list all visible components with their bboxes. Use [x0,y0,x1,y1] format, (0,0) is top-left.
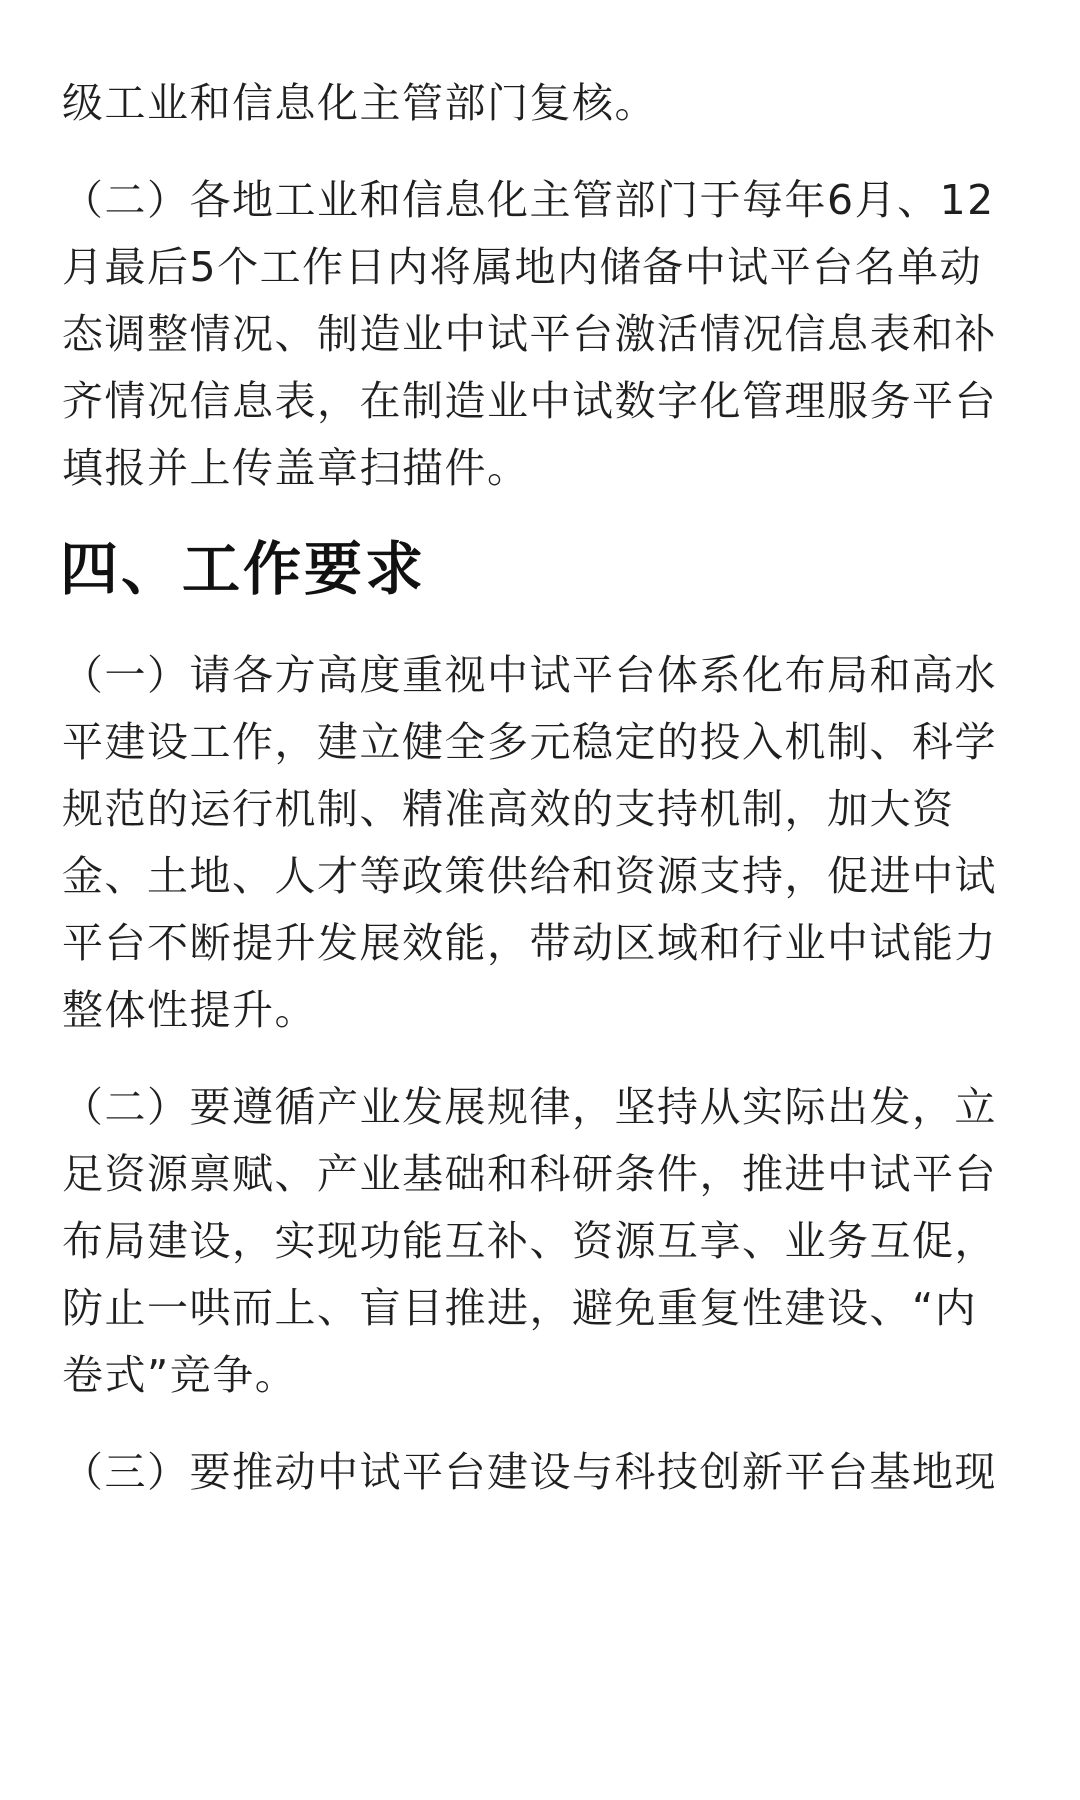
text-line: 齐情况信息表，在制造业中试数字化管理服务平台 [62,377,997,425]
text-line: 防止一哄而上、盲目推进，避免重复性建设、“内 [62,1284,978,1332]
text-line: 金、土地、人才等政策供给和资源支持，促进中试 [62,852,997,900]
text-line: 卷式”竞争。 [62,1351,298,1399]
text-line: 平台不断提升发展效能，带动区域和行业中试能力 [62,919,997,967]
text-line: （二）各地工业和信息化主管部门于每年6月、12 [62,176,995,224]
text-line: 平建设工作，建立健全多元稳定的投入机制、科学 [62,718,997,766]
text-line: 填报并上传盖章扫描件。 [62,444,530,492]
text-line: 整体性提升。 [62,986,317,1034]
text-line: 规范的运行机制、精准高效的支持机制，加大资 [62,785,955,833]
text-line: 级工业和信息化主管部门复核。 [62,79,657,127]
text-line: （二）要遵循产业发展规律，坚持从实际出发，立 [62,1083,997,1131]
text-line: 态调整情况、制造业中试平台激活情况信息表和补 [62,310,997,358]
section-heading: 四、工作要求 [60,535,427,603]
text-line: 足资源禀赋、产业基础和科研条件，推进中试平台 [62,1150,997,1198]
text-line: 布局建设，实现功能互补、资源互享、业务互促， [62,1217,997,1265]
text-line: （一）请各方高度重视中试平台体系化布局和高水 [62,651,997,699]
text-line: 月最后5个工作日内将属地内储备中试平台名单动 [62,243,983,291]
text-line: （三）要推动中试平台建设与科技创新平台基地现 [62,1448,997,1496]
